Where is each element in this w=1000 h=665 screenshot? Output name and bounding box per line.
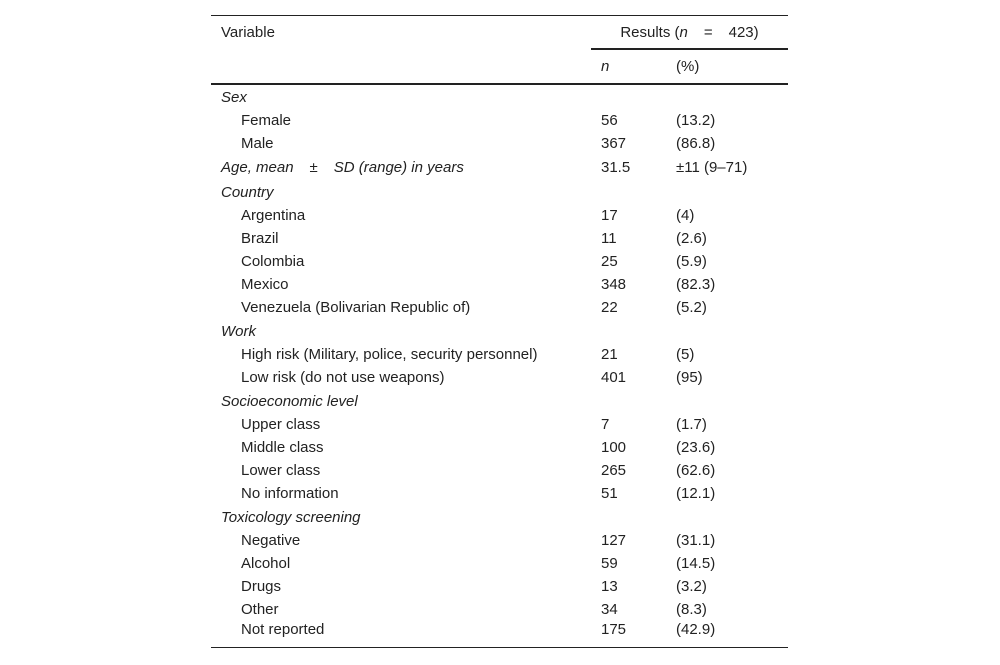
row-pct: (5.2)	[676, 299, 707, 316]
row-label: Middle class	[241, 439, 324, 456]
row-pct: (2.6)	[676, 230, 707, 247]
row-n: 401	[601, 369, 627, 386]
row-label: Alcohol	[241, 555, 291, 572]
row-label: Female	[241, 112, 292, 129]
row-label: Other	[241, 601, 279, 618]
row-label: No information	[241, 485, 339, 502]
row-n: 22	[601, 299, 618, 316]
row-n: 127	[601, 532, 627, 549]
row-n: 21	[601, 346, 618, 363]
row-pct: (23.6)	[676, 439, 716, 456]
row-n: 56	[601, 112, 618, 129]
n-column-header: n	[591, 49, 666, 84]
row-n: 59	[601, 555, 618, 572]
table-row	[211, 436, 788, 459]
age-label: Age, mean ± SD (range) in years	[221, 159, 464, 176]
table-row	[211, 109, 788, 132]
table-row	[211, 621, 788, 648]
row-pct: (12.1)	[676, 485, 716, 502]
age-mean: 31.5	[601, 159, 631, 176]
row-n: 51	[601, 485, 618, 502]
row-pct: (62.6)	[676, 462, 716, 479]
row-n: 25	[601, 253, 618, 270]
section-header-sex: Sex	[221, 88, 247, 106]
section-header-work: Work	[221, 322, 256, 340]
table-row	[211, 552, 788, 575]
row-pct: (5.9)	[676, 253, 707, 270]
row-label: Lower class	[241, 462, 321, 479]
row-pct: (13.2)	[676, 112, 716, 129]
row-pct: (8.3)	[676, 601, 707, 618]
table-row	[211, 227, 788, 250]
table-row	[211, 343, 788, 366]
row-pct: (5)	[676, 346, 695, 363]
row-label: Mexico	[241, 276, 289, 293]
section-header-socioeconomic: Socioeconomic level	[221, 392, 358, 410]
row-pct: (4)	[676, 207, 695, 224]
row-n: 100	[601, 439, 627, 456]
table-row	[211, 250, 788, 273]
results-suffix: )	[753, 23, 759, 41]
pct-column-header: (%)	[666, 49, 788, 84]
header-row-2	[211, 49, 788, 84]
row-label: Male	[241, 135, 274, 152]
row-label: Low risk (do not use weapons)	[241, 369, 445, 386]
row-label: Upper class	[241, 416, 321, 433]
header-row-1	[211, 16, 788, 50]
variable-header: Variable	[211, 16, 591, 50]
row-pct: (86.8)	[676, 135, 716, 152]
row-n: 17	[601, 207, 618, 224]
row-label: Colombia	[241, 253, 305, 270]
demographics-table	[211, 15, 788, 648]
table-row	[211, 366, 788, 389]
row-label: Negative	[241, 532, 301, 549]
table-row	[211, 204, 788, 227]
row-n: 265	[601, 462, 627, 479]
table-row	[211, 296, 788, 319]
table-row	[211, 529, 788, 552]
row-label: Brazil	[241, 230, 279, 247]
row-n: 175	[591, 621, 666, 648]
table-row	[211, 132, 788, 155]
row-n: 34	[601, 601, 618, 618]
row-pct: (3.2)	[676, 578, 707, 595]
row-label: Venezuela (Bolivarian Republic of)	[241, 299, 471, 316]
demographics-table-wrapper	[211, 15, 788, 648]
results-n-symbol: n	[679, 23, 688, 41]
row-label: Argentina	[241, 207, 306, 224]
row-pct: (82.3)	[676, 276, 716, 293]
table-row	[211, 273, 788, 296]
row-n: 367	[601, 135, 627, 152]
age-row	[211, 155, 788, 180]
row-n: 13	[601, 578, 618, 595]
row-n: 348	[601, 276, 627, 293]
table-row	[211, 575, 788, 598]
row-n: 11	[601, 230, 617, 247]
row-pct: (95)	[676, 369, 703, 386]
table-row	[211, 598, 788, 621]
row-label: High risk (Military, police, security personnel)	[241, 346, 538, 363]
results-equals: =	[703, 23, 713, 41]
results-header	[591, 16, 788, 50]
row-pct: (14.5)	[676, 555, 716, 572]
row-n: 7	[601, 416, 610, 433]
section-header-country: Country	[221, 183, 274, 201]
results-count: 423	[728, 23, 754, 41]
table-row	[211, 413, 788, 436]
row-pct: (1.7)	[676, 416, 707, 433]
row-pct: (42.9)	[666, 621, 788, 648]
table-row	[211, 459, 788, 482]
section-header-toxicology: Toxicology screening	[221, 508, 361, 526]
row-label: Drugs	[241, 578, 282, 595]
row-pct: (31.1)	[676, 532, 716, 549]
age-sd-range: ±11 (9–71)	[676, 159, 748, 176]
results-prefix: Results (	[620, 23, 680, 41]
row-label: Not reported	[211, 621, 591, 648]
table-row	[211, 482, 788, 505]
